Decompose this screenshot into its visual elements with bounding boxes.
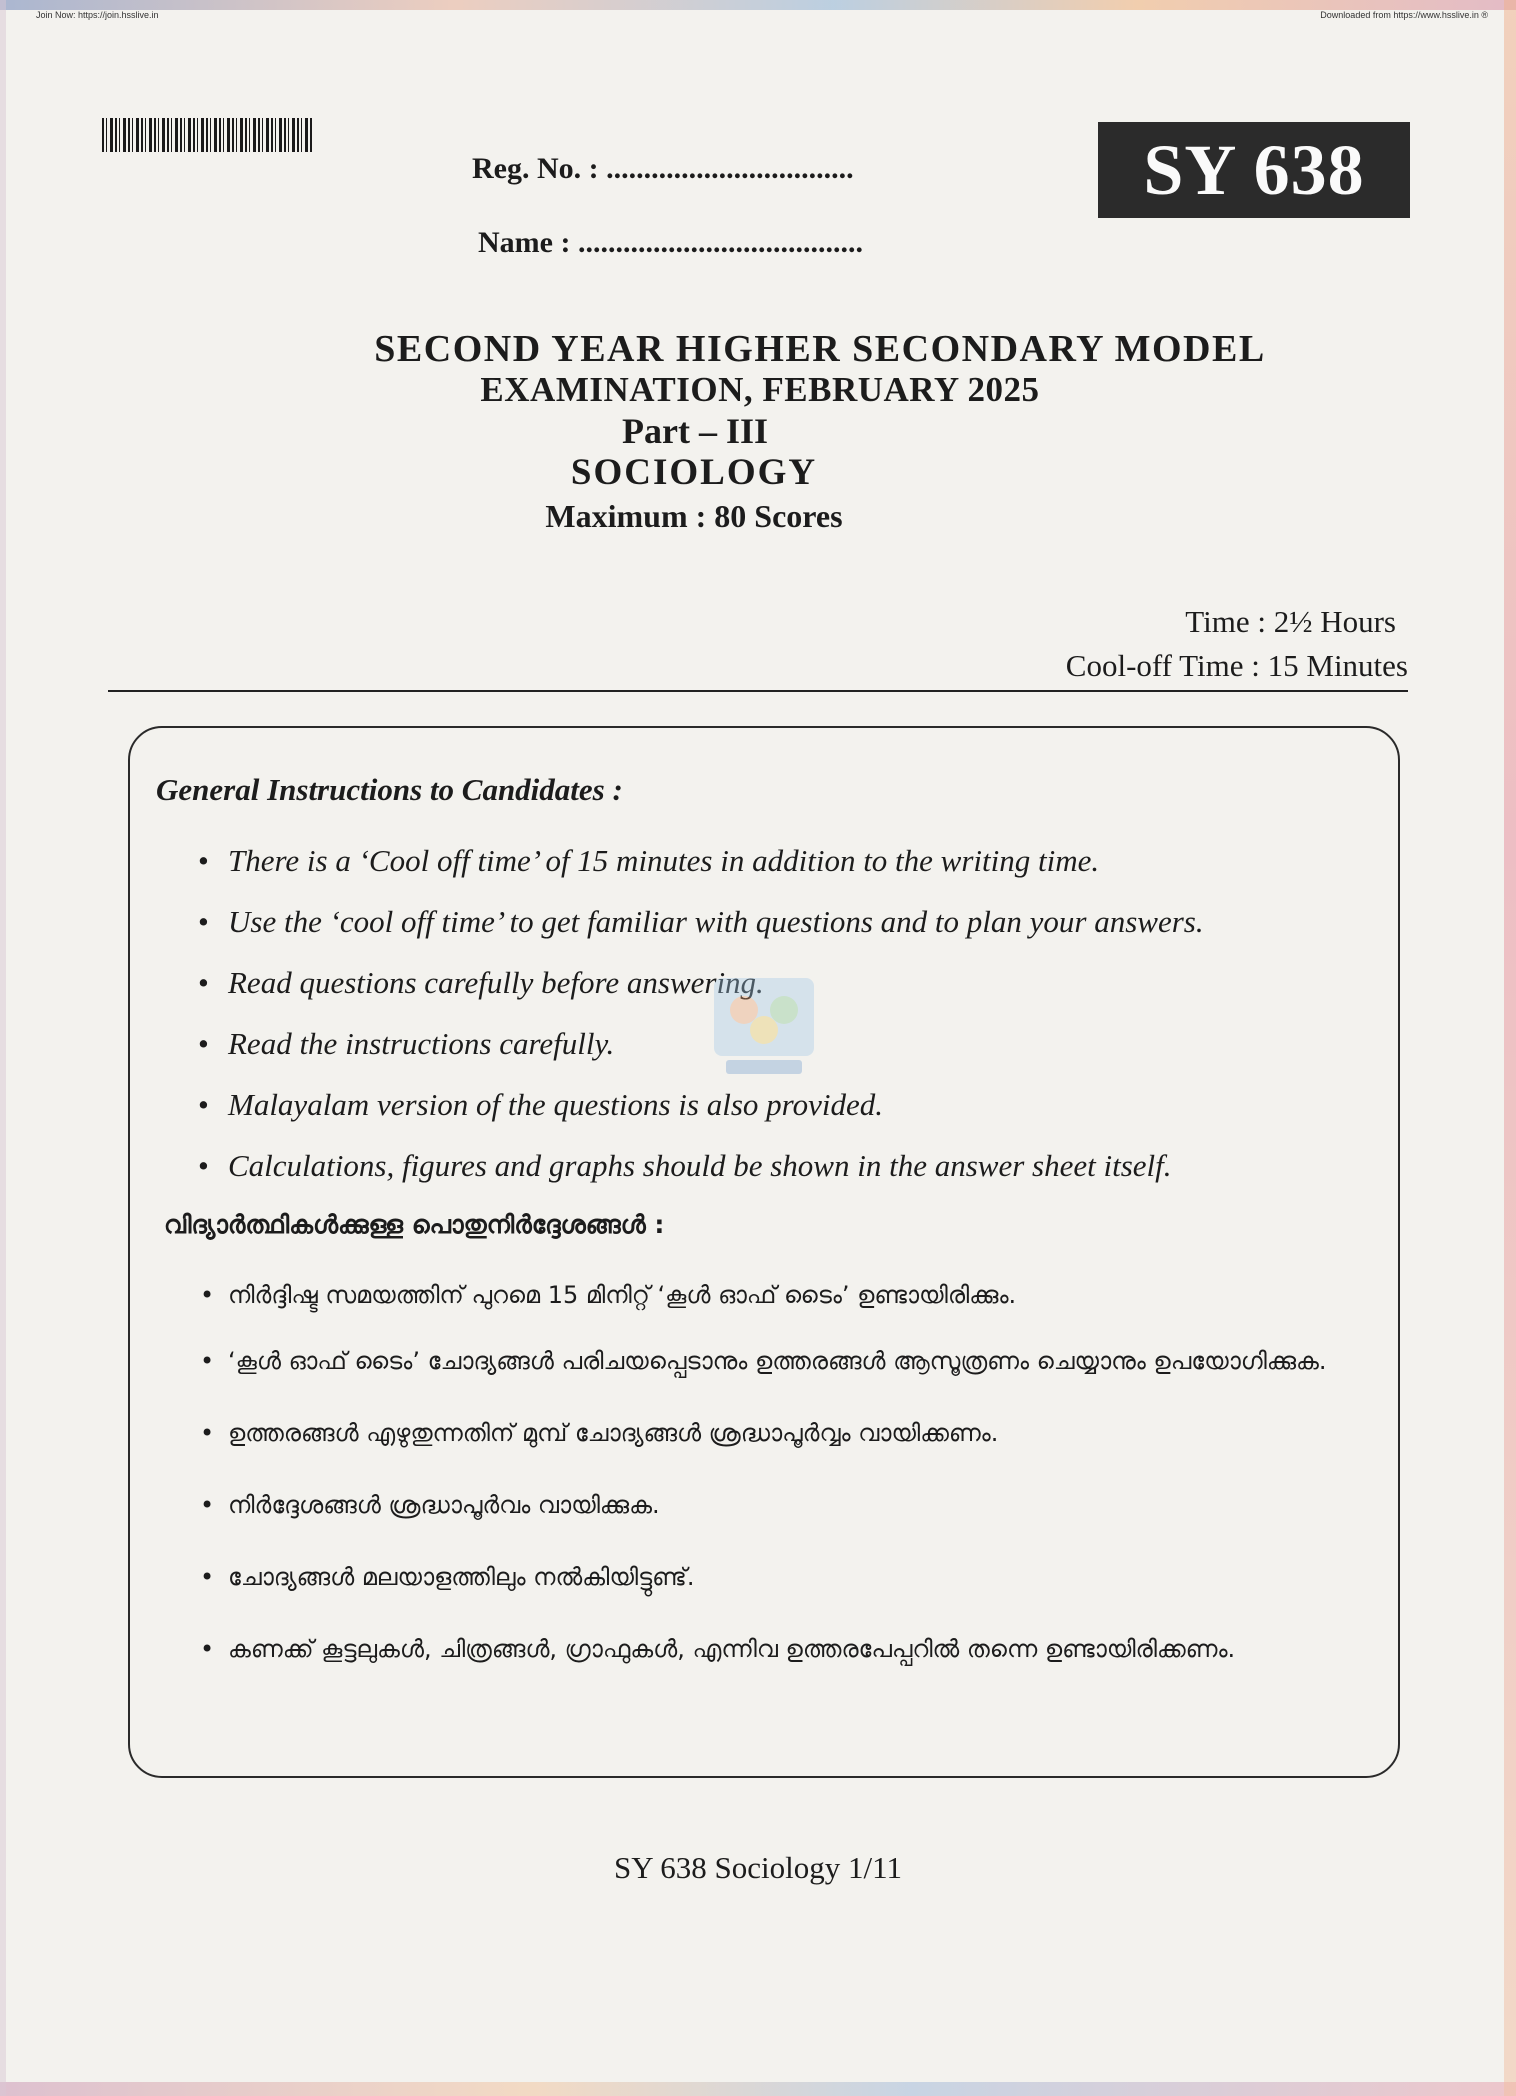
bullet-icon: • — [200, 1281, 215, 1309]
instruction-text: There is a ‘Cool off time’ of 15 minutes in addition to the writing time. — [228, 843, 1100, 878]
instruction-text: Use the ‘cool off time’ to get familiar with questions and to plan your answers. — [228, 904, 1204, 939]
reg-no-field: Reg. No. : ................................. — [472, 152, 854, 185]
instruction-text: Read questions carefully before answering. — [228, 965, 764, 1000]
page-footer: SY 638 Sociology 1/11 — [614, 1850, 902, 1885]
instructions-list-ml — [200, 1276, 1360, 1668]
list-item — [200, 1276, 1360, 1314]
exam-title-line1: SECOND YEAR HIGHER SECONDARY MODEL — [374, 328, 1266, 370]
bullet-icon: • — [198, 904, 209, 939]
instruction-text: ‘കൂൾ ഓഫ് ടൈം’ ചോദ്യങ്ങൾ പരിചയപ്പെടാനും ഉത്തരങ്ങൾ ആസൂത്രണം ചെയ്യാനും ഉപയോഗിക്കുക. — [228, 1347, 1327, 1375]
bullet-icon: • — [198, 1087, 209, 1122]
page-edge-top — [0, 0, 1516, 10]
list-item — [198, 891, 1378, 952]
bullet-icon: • — [198, 843, 209, 878]
bullet-icon: • — [198, 1148, 209, 1183]
list-item — [198, 1135, 1378, 1196]
bullet-icon: • — [200, 1635, 215, 1663]
list-item — [200, 1630, 1360, 1668]
join-link[interactable]: Join Now: https://join.hsslive.in — [36, 10, 159, 20]
list-item — [198, 830, 1378, 891]
download-source-link[interactable]: Downloaded from https://www.hsslive.in ® — [1320, 10, 1488, 20]
bullet-icon: • — [200, 1563, 215, 1591]
list-item — [200, 1342, 1360, 1380]
exam-part: Part – III — [622, 411, 768, 451]
page-edge-right — [1504, 0, 1516, 2096]
bullet-icon: • — [198, 1026, 209, 1061]
instruction-text: Malayalam version of the questions is also provided. — [228, 1087, 883, 1122]
page-edge-left — [0, 0, 6, 2096]
exam-time: Time : 2½ Hours — [1185, 604, 1396, 639]
instruction-text: ചോദ്യങ്ങൾ മലയാളത്തിലും നൽകിയിട്ടുണ്ട്. — [228, 1563, 695, 1591]
name-field: Name : ...................................... — [478, 226, 863, 259]
list-item — [200, 1558, 1360, 1596]
bullet-icon: • — [198, 965, 209, 1000]
page-edge-bottom — [0, 2082, 1516, 2096]
bullet-icon: • — [200, 1491, 215, 1519]
hsslive-watermark-icon — [704, 968, 824, 1088]
instruction-text: Calculations, figures and graphs should be shown in the answer sheet itself. — [228, 1148, 1172, 1183]
instructions-heading-ml: വിദ്യാർത്ഥികൾക്കുള്ള പൊതുനിർദ്ദേശങ്ങൾ : — [164, 1210, 665, 1239]
paper-code-box: SY 638 — [1098, 122, 1410, 218]
barcode — [102, 118, 314, 152]
instruction-text: കണക്ക് കൂട്ടലുകൾ, ചിത്രങ്ങൾ, ഗ്രാഫുകൾ, എന്നിവ ഉത്തരപേപ്പറിൽ തന്നെ ഉണ്ടായിരിക്കണം. — [228, 1635, 1236, 1663]
header-rule — [108, 690, 1408, 692]
bullet-icon: • — [200, 1419, 215, 1447]
max-score: Maximum : 80 Scores — [545, 498, 843, 534]
instruction-text: Read the instructions carefully. — [228, 1026, 615, 1061]
list-item — [200, 1414, 1360, 1452]
exam-title-line2: EXAMINATION, FEBRUARY 2025 — [480, 370, 1040, 409]
instructions-heading-en: General Instructions to Candidates : — [156, 772, 623, 807]
instruction-text: ഉത്തരങ്ങൾ എഴുതുന്നതിന് മുമ്പ് ചോദ്യങ്ങൾ ശ്രദ്ധാപൂർവ്വം വായിക്കണം. — [228, 1419, 999, 1447]
exam-title-block — [200, 328, 1440, 538]
list-item — [200, 1486, 1360, 1524]
exam-subject: SOCIOLOGY — [570, 452, 818, 493]
cool-off-time: Cool-off Time : 15 Minutes — [1065, 648, 1408, 683]
bullet-icon: • — [200, 1347, 215, 1375]
instruction-text: നിർദ്ദേശങ്ങൾ ശ്രദ്ധാപൂർവം വായിക്കുക. — [228, 1491, 660, 1519]
instruction-text: നിർദ്ദിഷ്ട സമയത്തിന് പുറമെ 15 മിനിറ്റ് ‘കൂൾ ഓഫ് ടൈം’ ഉണ്ടായിരിക്കും. — [228, 1281, 1017, 1309]
